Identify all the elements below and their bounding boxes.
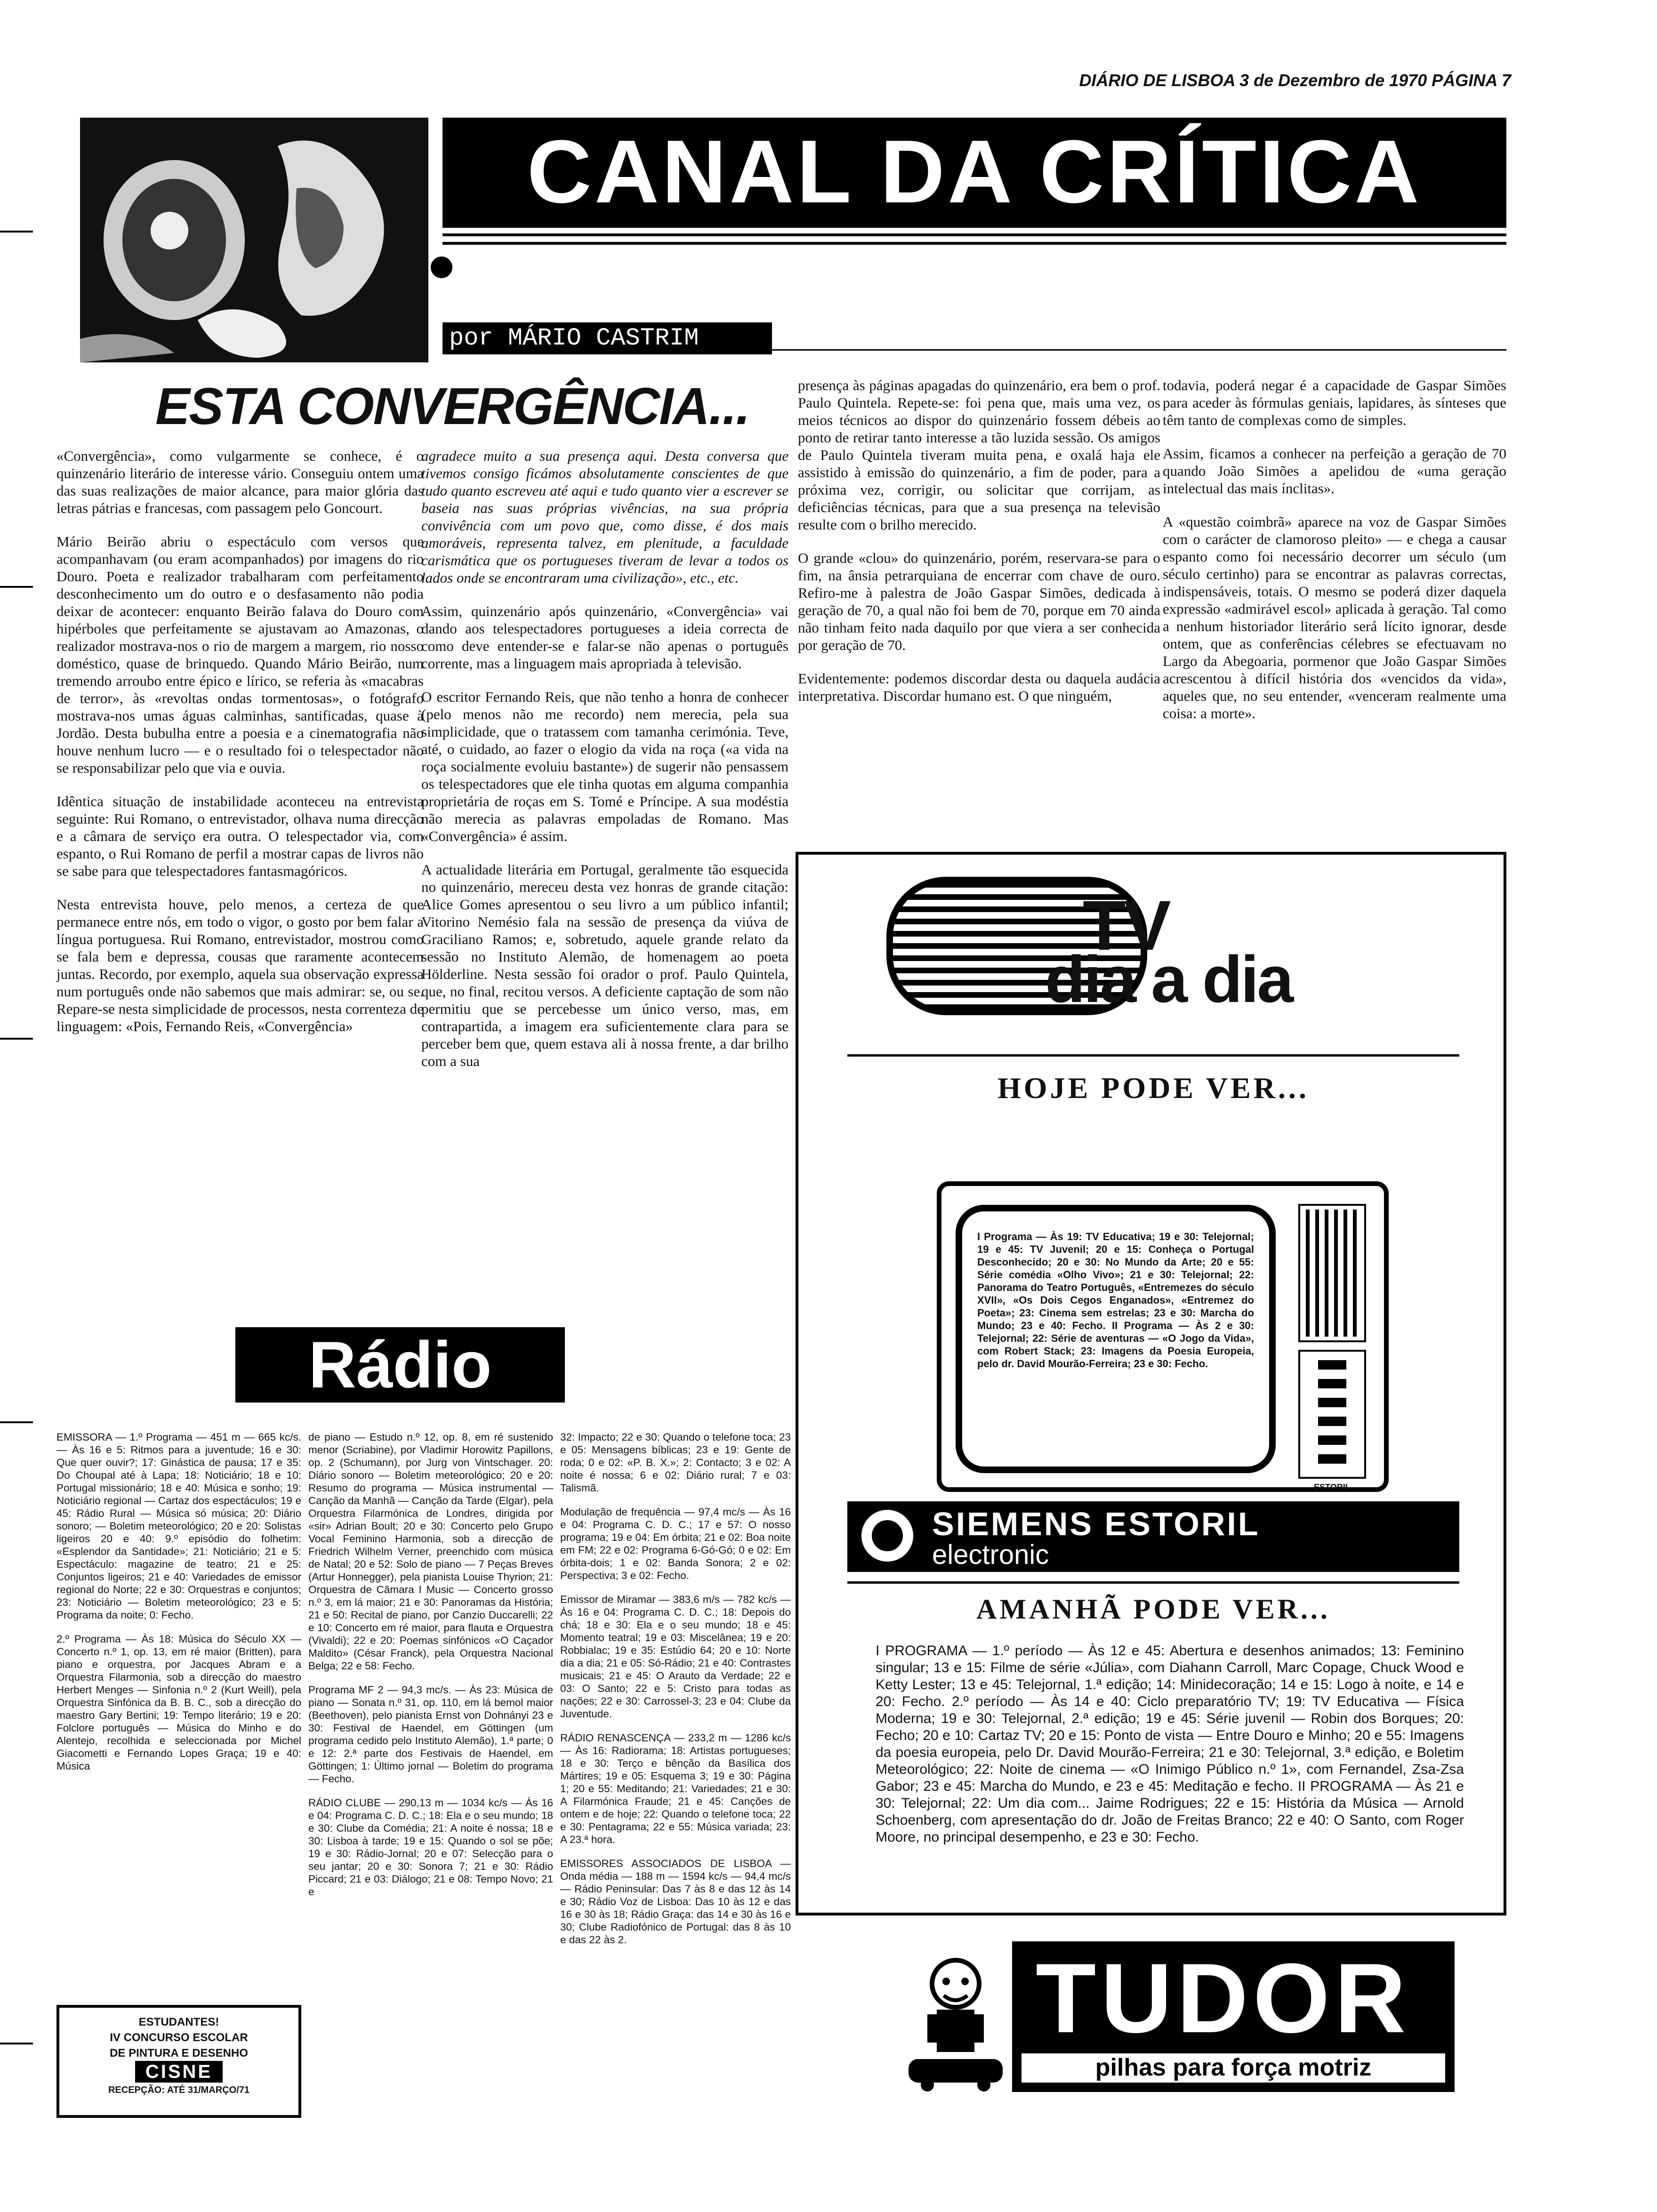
contest-line: ESTUDANTES!: [138, 2016, 219, 2028]
tv-logo-dia-a-dia: dia a dia: [1045, 942, 1292, 1016]
contest-line: DE PINTURA E DESENHO: [110, 2047, 248, 2060]
ad-rule: [847, 1581, 1459, 1584]
tv-photo: [80, 118, 428, 362]
contest-line: RECEPÇÃO: ATÉ 31/MARÇO/71: [108, 2085, 250, 2095]
masthead: DIÁRIO DE LISBOA 3 de Dezembro de 1970 PÁGINA 7: [1079, 71, 1511, 90]
siemens-subtitle: electronic: [932, 1539, 1049, 1570]
radio-listing: RÁDIO CLUBE — 290,13 m — 1034 kc/s — Às 16 e 04: Programa C. D. C.; 18: Ela e o seu mundo; 18 e 30: Clube da Comédia; 21: A noite é nossa; 18 e 30: Lisboa à tarde; 19 e 15: Quando o sol se põe; 19 e 30: Rádio-Jornal; 20 e 07: Selecção para o seu jantar; 20 e 30: Sonora 7; 21 e 30: Rádio Piccard; 21 e 03: Diálogo; 21 e 08: Tempo Novo; 21 e: [308, 1797, 553, 1898]
radio-listing: Emissor de Miramar — 383,6 m/s — 782 kc/s — Às 16 e 04: Programa C. D. C.; 18: Depois do chá; 18 e 30: Ela e o seu mundo; 18 e 45: Momento teatral; 19 e 03: Miscelânea; 19 e 20: Robbialac; 19 e 35: Estúdio 64; 20 e 10: Norte dia a dia; 21 e 05: Só-Rádio; 21 e 40: Contrastes musicais; 21 e 45: O Arauto da Verdade; 22 e 03: O Santo; 22 e 5: Cristo para todas as nações; 22 e 30: Carrossel-3; 23 e 04: Clube da Juventude.: [560, 1594, 791, 1720]
tv-screen-listing: I Programa — Às 19: TV Educativa; 19 e 30: Telejornal; 19 e 45: TV Juvenil; 20 e 15: Conheça o Portugal Desconhecido; 20 e 30: No Mundo da Arte; 20 e 55: Série comédia «Olho Vivo»; 21 e 30: Telejornal; 22: Panorama do Teatro Português, «Entremezes do século XVII», «Os Dois Cegos Enganados», «Entremez do Poeta»; 23: Cinema sem estrelas; 23 e 30: Marcha do Mundo; 23 e 40: Fecho. II Programa — Às 2 e 30: Telejornal; 22: Série de aventuras — «O Jogo da Vida», com Robert Stack; 23: Imagens da Poesia Europeia, pelo dr. David Mourão-Ferreira; 23 e 30: Fecho.: [956, 1205, 1276, 1473]
radio-column-2: [308, 1431, 553, 2080]
tv-photo-image: [80, 118, 428, 362]
article-column-1: [56, 447, 424, 1290]
margin-mark: [0, 2043, 33, 2044]
radio-section-header: Rádio: [235, 1327, 565, 1403]
tv-brand-label: ESTORIL: [1314, 1483, 1351, 1492]
amanha-listing: I PROGRAMA — 1.º período — Às 12 e 45: Abertura e desenhos animados; 13: Feminino singular; 13 e 15: Filme de série «Júlia», com Diahann Carroll, Marc Copage, Chuck Wood e Ketty Lester; 13 e 45: Telejornal, 1.ª edição; 14: Minidecoração; 14 e 15: Logo à noite, e 14 e 20: Fecho. 2.º período — Às 14 e 40: Ciclo preparatório TV; 19: TV Educativa — Física Moderna; 19 e 30: Telejornal, 2.ª edição; 19 e 45: Série juvenil — Robin dos Borques; 20: Fecho; 20 e 10: Cartaz TV; 20 e 15: Ponto de vista — Entre Douro e Minho; 20 e 55: Imagens da poesia europeia, pelo Dr. David Mourão-Ferreira; 21 e 30: Telejornal, 3.ª edição, e Boletim Meteorológico; 22: Noite de cinema — «O Inimigo Público n.º 1», com Fernandel, Zsa-Zsa Gabor; 23 e 45: Marcha do Mundo, e 23 e 45: Meditação e fecho. II PROGRAMA — Às 21 e 30: Telejornal; 22: Um dia com... Jaime Rodrigues; 22 e 15: História da Música — Arnold Schoenberg, com apresentação do dr. João de Freitas Branco; 22 e 40: O Santo, com Roger Moore, no principal desempenho, e 23 e 30: Fecho.: [876, 1643, 1464, 1845]
canal-da-critica-banner: CANAL DA CRÍTICA: [442, 118, 1506, 226]
radio-listing: EMISSORES ASSOCIADOS DE LISBOA — Onda média — 188 m — 1594 kc/s — 94,4 mc/s — Rádio Peninsular: Das 7 às 8 e das 12 às 14 e 30; Rádio Voz de Lisboa: Das 10 às 12 e das 16 e 30 às 18; Rádio Graça: das 14 e 30 às 16 e 30; Clube Radiofónico de Portugal: das 8 às 10 e das 22 às 2.: [560, 1858, 791, 1946]
article-paragraph: presença às páginas apagadas do quinzenário, era bem o prof. Paulo Quintela. Repete-se: foi pena que, mais uma vez, os meios técnicos ao dispor do quinzenário fossem débeis ao ponto de retirar tanto interesse a tão luzida sessão. Os amigos de Paulo Quintela tiveram muita pena, e oxalá haja ele assistido à emissão do quinzenário, a fim de poder, para a próxima vez, corrigir, ou solicitar que corrijam, as deficiências técnicas, para que a sua presença na televisão resulte com o brilho merecido.: [798, 377, 1160, 533]
tudor-tagline: pilhas para força motriz: [1022, 2053, 1445, 2083]
banner-rules: [442, 221, 1506, 249]
article-paragraph: Assim, ficamos a conhecer na perfeição a geração de 70 quando João Simões a apelidou de «uma geração intelectual das mais ínclitas».: [1163, 445, 1506, 497]
article-paragraph: todavia, poderá negar é a capacidade de Gaspar Simões para aceder às fórmulas geniais, lapidares, às sínteses que têm tanto de complexas como de simples.: [1163, 377, 1506, 428]
radio-listing: 32: Impacto; 22 e 30: Quando o telefone toca; 23 e 05: Mensagens bíblicas; 23 e 19: Gente de roda; 0 e 02: «P. B. X.»; 2: Contacto; 3 e 02: A noite é nossa; 6 e 02: Diário rural; 7 e 03: Talismã.: [560, 1431, 791, 1494]
margin-mark: [0, 1421, 33, 1423]
radio-listing: RÁDIO RENASCENÇA — 233,2 m — 1286 kc/s — Às 16: Radiorama; 18: Artistas portugueses; 18 e 30: Terço e bênção da Basílica dos Mártires; 19 e 05: Esquema 3; 19 e 30: Página 1; 20 e 55: Meditando; 21: Variedades; 21 e 30: A Filarmónica Fraude; 21 e 45: Canções de ontem e de hoje; 22: Quando o telefone toca; 22 e 30: Pentagrama; 22 e 55: Música variada; 23: A 23.ª hora.: [560, 1732, 791, 1845]
radio-listing: Programa MF 2 — 94,3 mc/s. — Às 23: Música de piano — Sonata n.º 31, op. 110, em lá bemol maior (Beethoven), pelo pianista Ernst von Dohnányi 23 e 30: Festival de Haendel, em Göttingen (um programa cedido pelo Instituto Alemão), 1.ª parte; 0 e 12: 2.ª parte dos Festivais de Haendel, em Göttingen; 1: Último jornal — Boletim do programa — Fecho.: [308, 1684, 553, 1785]
tv-logo-text: [1045, 886, 1309, 1016]
radio-column-3: [560, 1431, 791, 2080]
byline: por MÁRIO CASTRIM: [442, 322, 772, 354]
contest-line: IV CONCURSO ESCOLAR: [110, 2031, 248, 2044]
article-paragraph: Assim, quinzenário após quinzenário, «Convergência» vai dando aos telespectadores portugueses a ideia correcta de como deve entender-se e falar-se não apenas o português corrente, mas a linguagem mais apropriada à televisão.: [421, 603, 788, 672]
margin-mark: [0, 231, 33, 232]
article-paragraph: O escritor Fernando Reis, que não tenho a honra de conhecer (pelo menos não me recordo) nem merecia, pela sua simplicidade, que o tratassem com tamanha cerimónia. Teve, até, o cuidado, ao fazer o elogio da vida na roça («a vida na roça socialmente evoluiu bastante») de sugerir não pensassem os telespectadores que ele tinha quotas em alguma companhia proprietária de roças em S. Tomé e Príncipe. A sua modéstia não merecia as palavras empoladas de Romano. Mas «Convergência» é assim.: [421, 689, 788, 844]
article-column-4: [1163, 377, 1506, 721]
siemens-ring-icon: [861, 1510, 913, 1562]
tudor-brand-box: [1012, 1941, 1455, 2092]
margin-mark: [0, 1038, 33, 1040]
bullet-dot: [431, 256, 452, 278]
margin-mark: [0, 586, 33, 588]
article-paragraph: Mário Beirão abriu o espectáculo com versos que acompanhavam (ou eram acompanhados) por imagens do rio Douro. Poeta e realizador trabalharam com perfeitamento desconhecimento um do outro e o desfasamento não podia deixar de acontecer: enquanto Beirão falava do Douro com hipérboles que perfeitamente se ajustavam ao Amazonas, o realizador mostrava-nos o rio de margem a margem, rio nosso doméstico, quase de brinquedo. Quando Mário Beirão, num tremendo arroubo entre épico e lírico, se referia às «macabras de terror», às «revoltas ondas tormentosas», o fotógrafo mostrava-nos umas águas calminhas, santificadas, quase à Jordão. Desta bubulha entre a poesia e a cinematografia não houve nenhum lucro — e o resultado foi o telespectador não se responsabilizar pelo que via e ouvia.: [56, 533, 424, 776]
tudor-ad: [899, 1941, 1455, 2092]
article-paragraph: Evidentemente: podemos discordar desta ou daquela audácia interpretativa. Discordar humano est. O que ninguém,: [798, 670, 1160, 704]
radio-listing: Modulação de frequência — 97,4 mc/s — Às 16 e 04: Programa C. D. C.; 17 e 57: O nosso programa; 19 e 04: Em órbita; 21 e 02: Boa noite em FM; 22 e 02: Programa 6-Gó-Gó; 0 e 02: Em órbita-dois; 1 e 02: Banda Sonora; 2 e 02: Perspectiva; 3 e 02: Fecho.: [560, 1506, 791, 1581]
article-paragraph: O grande «clou» do quinzenário, porém, reservara-se para o fim, na ânsia petrarquiana de encerrar com chave de ouro. Refiro-me à palestra de João Gaspar Simões, dedicada à geração de 70, a qual não foi bem de 70, porque em 70 ainda não tinham feito nada daquilo por que viera a ser conhecida por geração de 70.: [798, 550, 1160, 653]
hoje-pode-ver-heading: HOJE PODE VER...: [997, 1071, 1309, 1105]
article-paragraph: A actualidade literária em Portugal, geralmente tão esquecida no quinzenário, mereceu desta vez honras de grande citação: Alice Gomes apresentou o seu livro a um público infantil; Vitorino Nemésio fala na sessão de presença da viúva de Graciliano Ramos; e, sobretudo, aquele grande relato da sessão no Instituto Alemão, de homenagem ao poeta Hölderline. Nesta sessão foi orador o prof. Paulo Quintela, que, no final, recitou versos. A deficiente captação de som não permitiu que se percebesse um único verso, mas, em contrapartida, a imagem era suficientemente clara para se perceber bem que, quem estava ali à nossa frente, a dar brilho com a sua: [421, 861, 788, 1069]
article-paragraph: Nesta entrevista houve, pelo menos, a certeza de que permanece entre nós, em todo o vigor, o gosto por bem falar a língua portuguesa. Rui Romano, entrevistador, mostrou como se fala bem e depressa, cousas que raramente acontecem juntas. Recordo, por exemplo, aquela sua observação expressa num português onde não sabemos que mais admirar: se, ou se. Repare-se nesta simplicidade de processos, nesta correnteza de linguagem: «Pois, Fernando Reis, «Convergência»: [56, 896, 424, 1034]
article-quote: agradece muito a sua presença aqui. Desta conversa que tivemos consigo ficámos absolutamente conscientes de que tudo quanto escreveu até aqui e tudo quanto vier a escrever se baseia nas suas próprias vivências, na sua própria convivência com um povo que, como disse, é dos mais amoráveis, representa talvez, em plenitude, a faculdade carismática que os portugueses tiveram de levar a todos os lados onde se encontraram uma civilização», etc., etc.: [421, 448, 788, 586]
tudor-mascot-icon: [899, 1951, 1012, 2092]
tudor-brand: TUDOR: [1036, 1943, 1411, 2053]
tv-logo-tv: TV: [1083, 886, 1169, 965]
ad-rule: [847, 1054, 1459, 1057]
siemens-title: SIEMENS ESTORIL: [932, 1506, 1260, 1542]
article-paragraph: «Convergência», como vulgarmente se conhece, é o quinzenário literário de interesse vário. Conseguiu ontem uma das suas realizações de maior alcance, para maior glória das letras pátrias e francesas, com passagem pelo Goncourt.: [56, 448, 424, 516]
radio-column-1: [56, 1431, 301, 1991]
cisne-logo: CISNE: [135, 2061, 223, 2083]
article-column-2: [421, 447, 788, 1290]
article-headline: ESTA CONVERGÊNCIA...: [155, 377, 749, 435]
amanha-pode-ver-heading: AMANHÃ PODE VER...: [976, 1594, 1330, 1625]
contest-ad: [56, 2005, 301, 2118]
tv-speaker-grille: [1299, 1205, 1365, 1341]
article-column-3: [798, 377, 1160, 847]
byline-rule: [772, 349, 1506, 351]
radio-listing: EMISSORA — 1.º Programa — 451 m — 665 kc/s. — Às 16 e 5: Ritmos para a juventude; 16 e 30: Que quer ouvir?; 17: Ginástica de pausa; 17 e 35: Do Choupal até à Lapa; 18: Noticiário; 18 e 10: Portugal missionário; 18 e 40: Música e sonho; 19: Noticiário regional — Cartaz dos espectáculos; 19 e 45: Rádio Rural — Música só música; 20: Diário sonoro; — Boletim meteorológico; 20 e 20: Solistas ligeiros 20 e 40: 9.º episódio do folhetim: «Esplendor da Santidade»; 21: Noticiário; 21 e 5: Espectáculo: magazine de teatro; 21 e 25: Conjuntos ligeiros; 21 e 40: Variedades de emissor regional do Norte; 22 e 30: Orquestras e conjuntos; 23: Noticiário — Boletim meteorológico; 23 e 5: Programa da noite; 0: Fecho.: [56, 1431, 301, 1621]
article-paragraph: Idêntica situação de instabilidade aconteceu na entrevista seguinte: Rui Romano, o entrevistador, olhava numa direcção e a câmara de serviço era outra. O telespectador via, com espanto, o Rui Romano de perfil a mostrar capas de livros não se sabe para que telespectadores fantasmagóricos.: [56, 793, 424, 879]
tv-control-panel: [1299, 1351, 1365, 1478]
siemens-logo: [847, 1501, 1459, 1572]
radio-listing: de piano — Estudo n.º 12, op. 8, em ré sustenido menor (Scriabine), por Vladimir Horowitz Papillons, op. 2 (Schumann), por Jurg von Vintschager. 20: Diário sonoro — Boletim meteorológico; 20 e 20: Resumo do programa — Música instrumental — Canção da Manhã — Canção da Tarde (Elgar), pela Orquestra Filarmónica de Londres, dirigida por «sir» Adrian Boult; 20 e 30: Concerto pelo Grupo Vocal Feminino Harmonia, sob a direcção de Friedrich Wilhelm Verner, preenchido com música de Natal; 20 e 52: Solo de piano — 7 Peças Breves (Artur Honnegger), pela pianista Louise Thyrion; 21: Orquestra de Câmara I Music — Concerto grosso n.º 3, em lá maior; 21 e 30: Panoramas da História; 21 e 50: Recital de piano, por Canzio Duccarelli; 22 e 10: Concerto em ré maior, para flauta e Orquestra (Vivaldi); 22 e 20: Poemas sinfónicos «O Caçador Maldito» (César Franck), pela Orquestra Nacional Belga; 22 e 58: Fecho.: [308, 1431, 553, 1672]
article-paragraph: A «questão coimbrã» aparece na voz de Gaspar Simões com o carácter de clamoroso pleito» — e chega a causar espanto como foi necessário decorrer um século (um século certinho) para se encontrar as palavras correctas, indispensáveis, totais. O mesmo se poderá dizer daquela expressão «admirável escol» aplicada à geração. Tal como a nenhum historiador literário será lícito ignorar, desde ontem, que as conferências célebres se efectuavam no Largo da Abegoaria, pormenor que João Gaspar Simões acrescentou à difícil história dos «vencidos da vida», aqueles que, no seu entender, «venceram realmente uma coisa: a morte».: [1163, 513, 1506, 721]
radio-listing: 2.º Programa — Às 18: Música do Século XX — Concerto n.º 1, op. 13, em ré maior (Britten), para piano e orquestra, por Jacques Abram e a Orquestra Filarmonia, sob a direcção do maestro Herbert Menges — Sinfonia n.º 2 (Kurt Weill), pela Orquestra Sinfónica da B. B. C., sob a direcção do maestro Gary Bertini; 19: Tempo literário; 19 e 20: Folclore português — Música do Minho e do Alentejo, recolhida e seleccionada por Michel Giacometti e Fernando Lopes Graça; 19 e 40: Música: [56, 1633, 301, 1772]
